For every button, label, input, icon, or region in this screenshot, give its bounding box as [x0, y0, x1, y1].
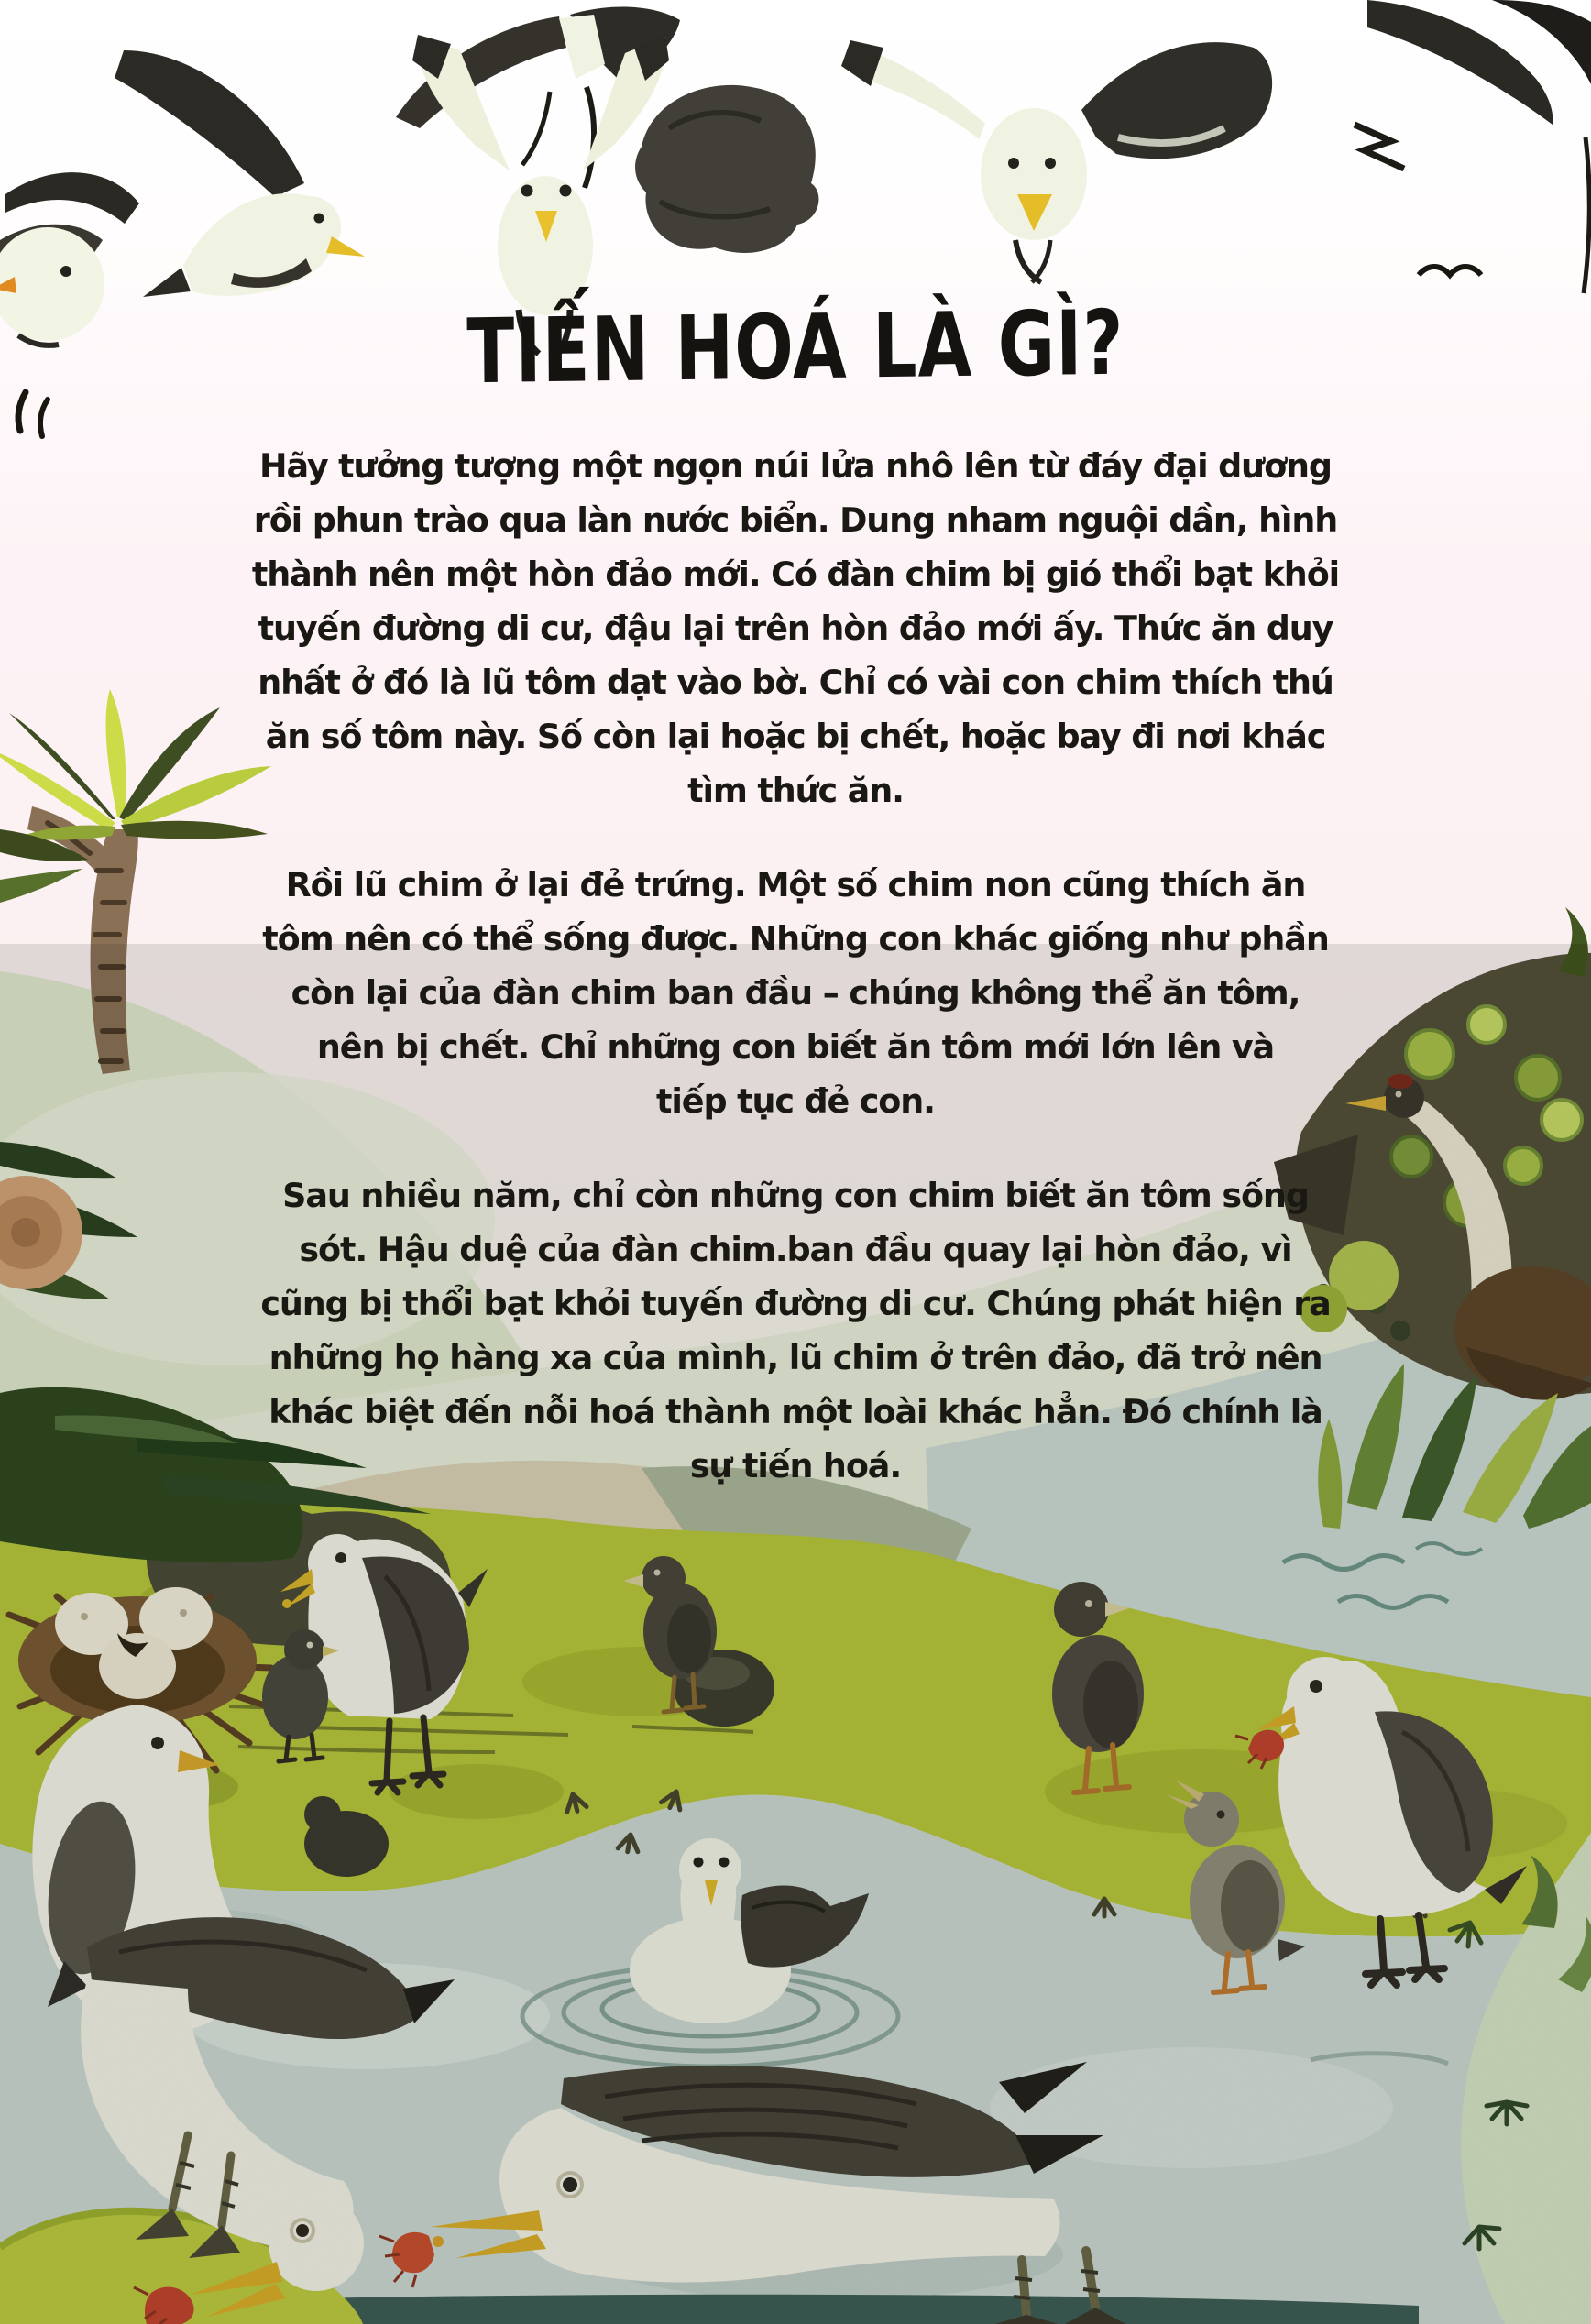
text-line: ăn số tôm này. Số còn lại hoặc bị chết, hoặc bay đi nơi khác [265, 717, 1326, 756]
text-line: sót. Hậu duệ của đàn chim.ban đầu quay lại hòn đảo, vì [299, 1230, 1292, 1269]
text-line: tôm nên có thể sống được. Những con khác giống như phần [262, 919, 1329, 959]
paragraph-1 [16, 439, 1575, 817]
text-line: Hãy tưởng tượng một ngọn núi lửa nhô lên từ đáy đại dương [259, 446, 1332, 486]
text-line: thành nên một hòn đảo mới. Có đàn chim bị gió thổi bạt khỏi [251, 554, 1340, 594]
text-line: nhất ở đó là lũ tôm dạt vào bờ. Chỉ có vài con chim thích thú [258, 663, 1333, 702]
text-line: còn lại của đàn chim ban đầu – chúng không thể ăn tôm, [291, 973, 1300, 1013]
text-line: khác biệt đến nỗi hoá thành một loài khác hẳn. Đó chính là [269, 1392, 1322, 1431]
text-line: Rồi lũ chim ở lại đẻ trứng. Một số chim non cũng thích ăn [285, 865, 1306, 904]
flying-gull-2 [115, 50, 365, 297]
text-line: tuyến đường di cư, đậu lại trên hòn đảo mới ấy. Thức ăn duy [258, 608, 1333, 648]
dark-bird-silhouette [635, 85, 818, 253]
paragraph-2 [16, 858, 1575, 1128]
text-line: Sau nhiều năm, chỉ còn những con chim biết ăn tôm sống [282, 1176, 1309, 1215]
wing-corner-right [1355, 0, 1591, 293]
flying-gull-large [841, 40, 1272, 282]
distant-bird [1419, 267, 1481, 275]
text-line: rồi phun trào qua làn nước biển. Dung nham nguội dần, hình [253, 500, 1338, 540]
text-line: những họ hàng xa của mình, lũ chim ở trên đảo, đã trở nên [269, 1338, 1322, 1377]
text-line: sự tiến hoá. [689, 1446, 902, 1485]
text-line: tiếp tục đẻ con. [656, 1081, 935, 1121]
page-title: TIẾN HOÁ LÀ GÌ? [466, 290, 1125, 404]
text-column [16, 290, 1575, 1493]
text-line: cũng bị thổi bạt khỏi tuyến đường di cư. Chúng phát hiện ra [260, 1284, 1331, 1323]
paragraph-3 [16, 1168, 1575, 1493]
text-line: tìm thức ăn. [687, 771, 904, 810]
text-line: nên bị chết. Chỉ những con biết ăn tôm mới lớn lên và [316, 1027, 1275, 1067]
